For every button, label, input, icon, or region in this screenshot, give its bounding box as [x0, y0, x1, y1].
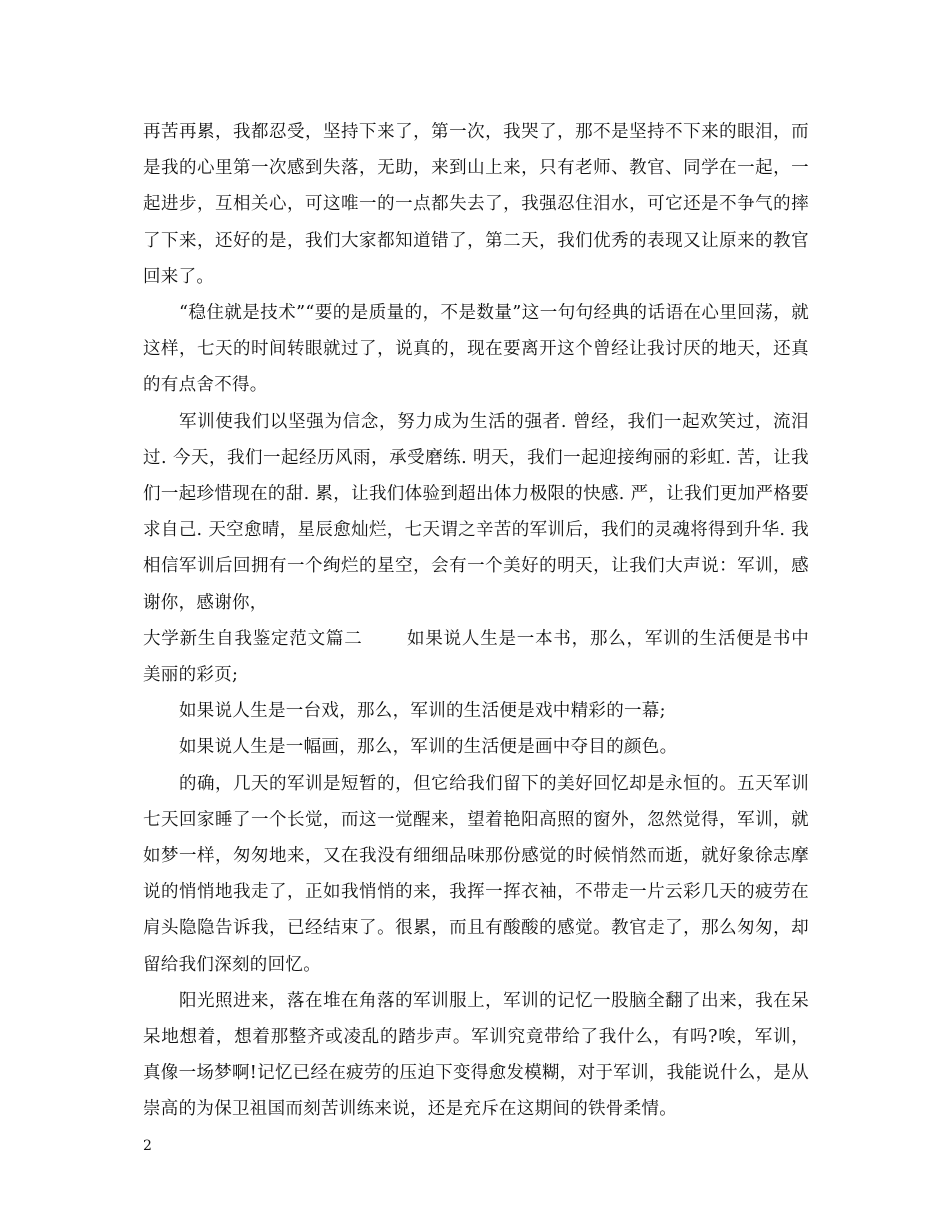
section-heading: 大学新生自我鉴定范文篇二	[143, 628, 363, 649]
page-number: 2	[143, 1138, 152, 1154]
paragraph-5: 如果说人生是一台戏，那么，军训的生活便是戏中精彩的一幕;	[179, 701, 666, 722]
paragraph-8: 阳光照进来，落在堆在角落的军训服上，军训的记忆一股脑全翻了出来，我在呆呆地想着，想着那整齐或凌乱的踏步声。军训究竟带给了我什么，有吗?唉，军训，真像一场梦啊!记忆已经在疲劳的压迫下变得愈发模糊，对于军训，我能说什么，是从崇高的为保卫祖国而刻苦训练来说，还是充斥在这期间的铁骨柔情。	[143, 990, 809, 1120]
paragraph-2: “稳住就是技术”“要的是质量的，不是数量”这一句句经典的话语在心里回荡，就这样，七天的时间转眼就过了，说真的，现在要离开这个曾经让我讨厌的地天，还真的有点舍不得。	[143, 303, 809, 396]
paragraph-4	[143, 621, 809, 693]
body-text	[143, 114, 809, 1128]
paragraph-4-text: 如果说人生是一本书，那么，军训的生活便是书中美丽的彩页;	[143, 628, 809, 686]
paragraph-1: 再苦再累，我都忍受，坚持下来了，第一次，我哭了，那不是坚持不下来的眼泪，而是我的心里第一次感到失落，无助，来到山上来，只有老师、教官、同学在一起，一起进步，互相关心，可这唯一的一点都失去了，我强忍住泪水，可它还是不争气的摔了下来，还好的是，我们大家都知道错了，第二天，我们优秀的表现又让原来的教官回来了。	[143, 122, 809, 287]
paragraph-6: 如果说人生是一幅画，那么，军训的生活便是画中夺目的颜色。	[179, 737, 678, 758]
paragraph-3: 军训使我们以坚强为信念，努力成为生活的强者. 曾经，我们一起欢笑过，流泪过. 今天，我们一起经历风雨，承受磨练. 明天，我们一起迎接绚丽的彩虹. 苦，让我们一起珍惜现在的甜. 累，让我们体验到超出体力极限的快感. 严，让我们更加严格要求自己. 天空愈晴，星辰愈灿烂，七天谓之辛苦的军训后，我们的灵魂将得到升华. 我相信军训后回拥有一个绚烂的星空，会有一个美好的明天，让我们大声说：军训，感谢你，感谢你，	[143, 411, 809, 613]
paragraph-7: 的确，几天的军训是短暂的，但它给我们留下的美好回忆却是永恒的。五天军训七天回家睡了一个长觉，而这一觉醒来，望着艳阳高照的窗外，忽然觉得，军训，就如梦一样，匆匆地来，又在我没有细细品味那份感觉的时候悄然而逝，就好象徐志摩说的悄悄地我走了，正如我悄悄的来，我挥一挥衣袖，不带走一片云彩几天的疲劳在肩头隐隐告诉我，已经结束了。很累，而且有酸酸的感觉。教官走了，那么匆匆，却留给我们深刻的回忆。	[143, 773, 809, 975]
